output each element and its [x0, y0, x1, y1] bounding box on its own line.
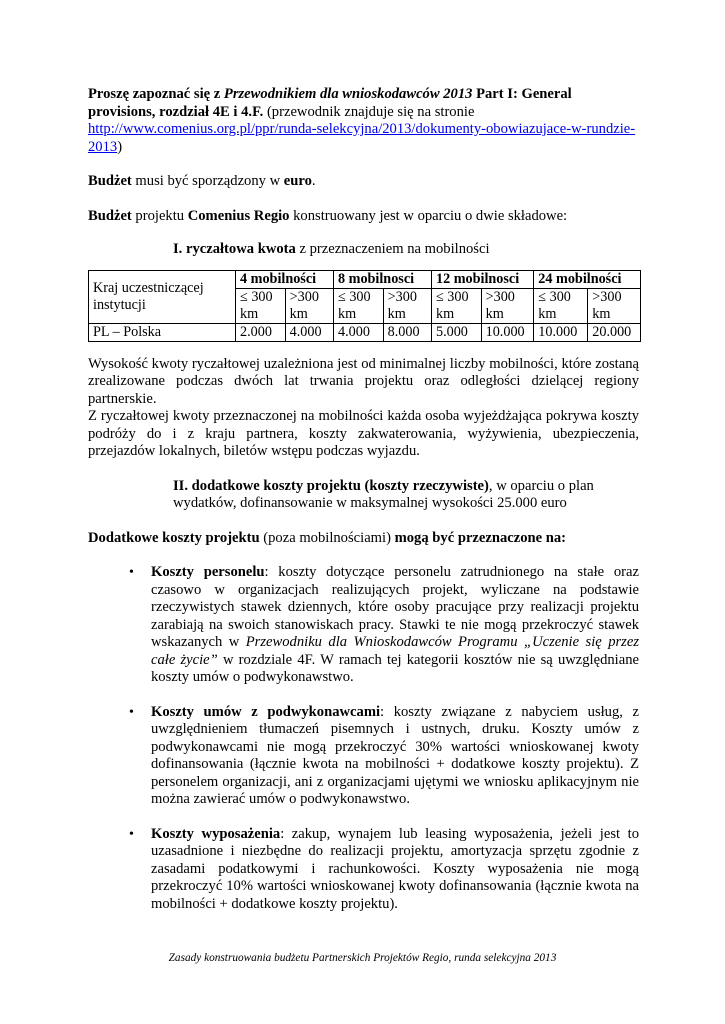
amount-cell: 4.000: [285, 323, 333, 341]
distance-header: >300 km: [285, 288, 333, 323]
amount-cell: 10.000: [534, 323, 588, 341]
coverage-paragraph: Z ryczałtowej kwoty przeznaczonej na mobilności każda osoba wyjeżdżająca pokrywa koszty podróży do i z kraju partnera, koszty zakwaterowania, wyżywienia, ubezpieczenia, przejazdów lokalnych, biletów wstępu podczas wyjazdu.: [88, 408, 639, 459]
group-header: 8 mobilnosci: [333, 270, 431, 288]
amount-cell: 20.000: [588, 323, 641, 341]
bullet-icon: •: [129, 704, 134, 720]
list-item: • Koszty wyposażenia: zakup, wynajem lub leasing wyposażenia, jeżeli jest to uzasadnione i niezbędne do realizacji projektu, amortyzacja sprzętu zgodnie z zasadami podatkowymi i rachunkowości. Koszty wyposażenia nie mogą przekroczyć 10% wartości wnioskowanej kwoty dofinansowania (łącznie kwota na mobilności + dodatkowe koszty projektu).: [129, 825, 639, 912]
group-header: 24 mobilności: [534, 270, 641, 288]
guide-title: Przewodnikiem dla wnioskodawców 2013: [223, 86, 473, 102]
distance-header: ≤ 300 km: [534, 288, 588, 323]
lump-sum-table: [88, 270, 641, 342]
amount-cell: 8.000: [383, 323, 431, 341]
group-header: 12 mobilnosci: [431, 270, 533, 288]
intro-paragraph: Proszę zapoznać się z Przewodnikiem dla wnioskodawców 2013 Part I: General provisions, rozdział 4E i 4.F. (przewodnik znajduje się na stronie http://www.comenius.org.pl/ppr/runda-selekcyjna/2013/dokumenty-obowiazujace-w-rundzie-2013): [88, 86, 636, 155]
structure-line: Budżet projektu Comenius Regio konstruowany jest w oparciu o dwie składowe:: [88, 207, 568, 224]
section-1-heading: I. ryczałtowa kwota z przeznaczeniem na mobilności: [173, 241, 490, 257]
cost-category-list: [88, 564, 639, 913]
group-header: 4 mobilności: [236, 270, 334, 288]
bullet-icon: •: [129, 565, 134, 580]
amount-cell: 5.000: [431, 323, 481, 341]
table-row: [89, 323, 641, 341]
amount-paragraph: Wysokość kwoty ryczałtowej uzależniona jest od minimalnej liczby mobilności, które zostaną zrealizowane podczas dwóch lat trwania projektu oraz odległości dzielącej regiony partnerskie.: [88, 355, 639, 407]
country-cell: PL – Polska: [89, 323, 236, 341]
guide-link[interactable]: http://www.comenius.org.pl/ppr/runda-selekcyjna/2013/dokumenty-obowiazujace-w-rundzie-2013: [88, 121, 636, 155]
distance-header: >300 km: [383, 288, 431, 323]
list-item: • Koszty umów z podwykonawcami: koszty związane z nabyciem usług, z uwzględnieniem tłumaczeń pisemnych i ustnych, druku. Koszty umów z podwykonawcami nie mogą przekroczyć 30% wartości wnioskowanej kwoty dofinansowania (łącznie kwota na mobilności + dodatkowe koszty projektu). Z personelem organizacji, ani z organizacjami ujętymi we wniosku aplikacyjnym nie można zawierać umów o podwykonawstwo.: [129, 703, 639, 807]
distance-header: ≤ 300 km: [236, 288, 286, 323]
amount-cell: 10.000: [481, 323, 534, 341]
amount-cell: 2.000: [236, 323, 286, 341]
list-item: • Koszty personelu: koszty dotyczące personelu zatrudnionego na stałe oraz czasowo w organizacjach realizujących projekt, wyliczane na podstawie rzeczywistych stawek dziennych, które osoby pracujące przy realizacji projektu zarabiają na swoich stanowiskach pracy. Stawki te nie mogą przekroczyć stawek wskazanych w Przewodniku dla Wnioskodawców Programu „Uczenie się przez całe życie” w rozdziale 4F. W ramach tej kategorii kosztów nie są uwzględniane koszty umów o podwykonawstwo.: [129, 564, 640, 685]
currency-line: Budżet musi być sporządzony w euro.: [88, 173, 316, 189]
amount-cell: 4.000: [333, 323, 383, 341]
intro-text: (przewodnik znajduje się na stronie: [263, 103, 475, 120]
page-footer: Zasady konstruowania budżetu Partnerskich Projektów Regio, runda selekcyjna 2013: [168, 952, 557, 964]
bullet-icon: •: [129, 826, 134, 842]
distance-header: >300 km: [481, 288, 534, 323]
section-2-heading: II. dodatkowe koszty projektu (koszty rzeczywiste), w oparciu o plan wydatków, dofinansowanie w maksymalnej wysokości 25.000 euro: [173, 477, 594, 511]
country-header: Kraj uczestniczącej instytucji: [89, 270, 236, 323]
intro-bold-1: Proszę zapoznać się z Przewodnikiem dla wnioskodawców 2013 Part I: General provisions, rozdział 4E i 4.F.: [88, 86, 572, 120]
additional-costs-heading: Dodatkowe koszty projektu (poza mobilnościami) mogą być przeznaczone na:: [88, 529, 567, 546]
document-page: [88, 86, 639, 930]
distance-header: >300 km: [588, 288, 641, 323]
distance-header: ≤ 300 km: [333, 288, 383, 323]
distance-header: ≤ 300 km: [431, 288, 481, 323]
